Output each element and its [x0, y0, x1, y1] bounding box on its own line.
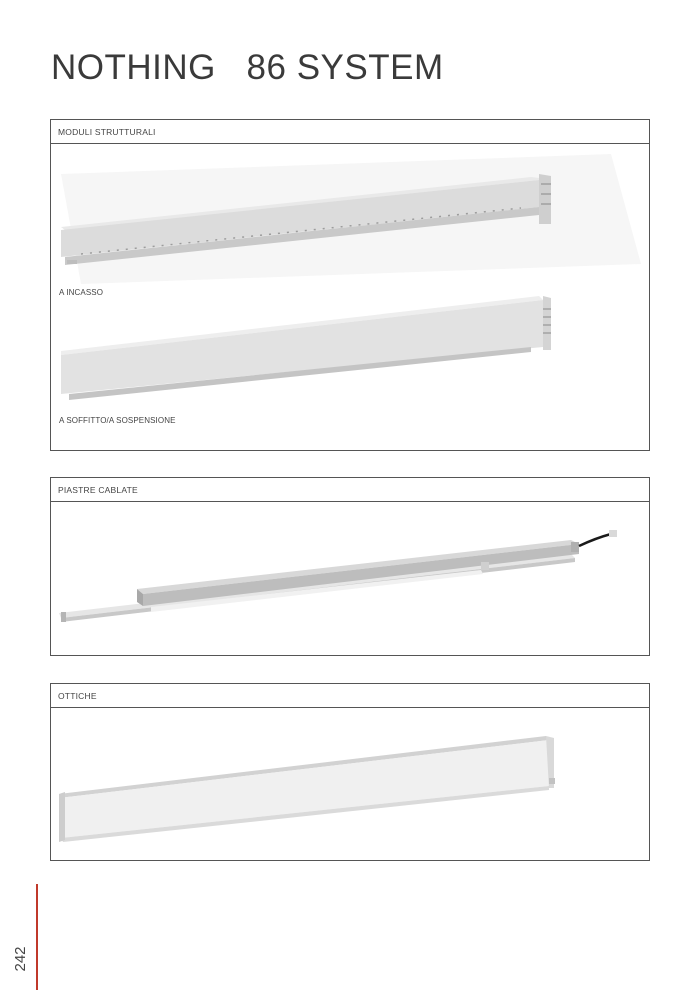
caption-surface-suspension: A SOFFITTO/A SOSPENSIONE: [59, 416, 176, 425]
page-accent-bar: [36, 884, 38, 990]
section-wiring-plates: [50, 477, 650, 656]
surface-suspension-module-image: [51, 144, 649, 450]
section-header-wiring: PIASTRE CABLATE: [51, 478, 649, 502]
optics-diffuser-image: [51, 708, 649, 860]
section-optics: [50, 683, 650, 861]
wiring-plate-image: [51, 502, 649, 655]
section-header-structural: MODULI STRUTTURALI: [51, 120, 649, 144]
page-number: 242: [12, 946, 29, 972]
page-title: NOTHING 86 SYSTEM: [51, 48, 444, 87]
section-header-optics: OTTICHE: [51, 684, 649, 708]
section-structural-modules: [50, 119, 650, 451]
caption-recessed: A INCASSO: [59, 288, 104, 297]
